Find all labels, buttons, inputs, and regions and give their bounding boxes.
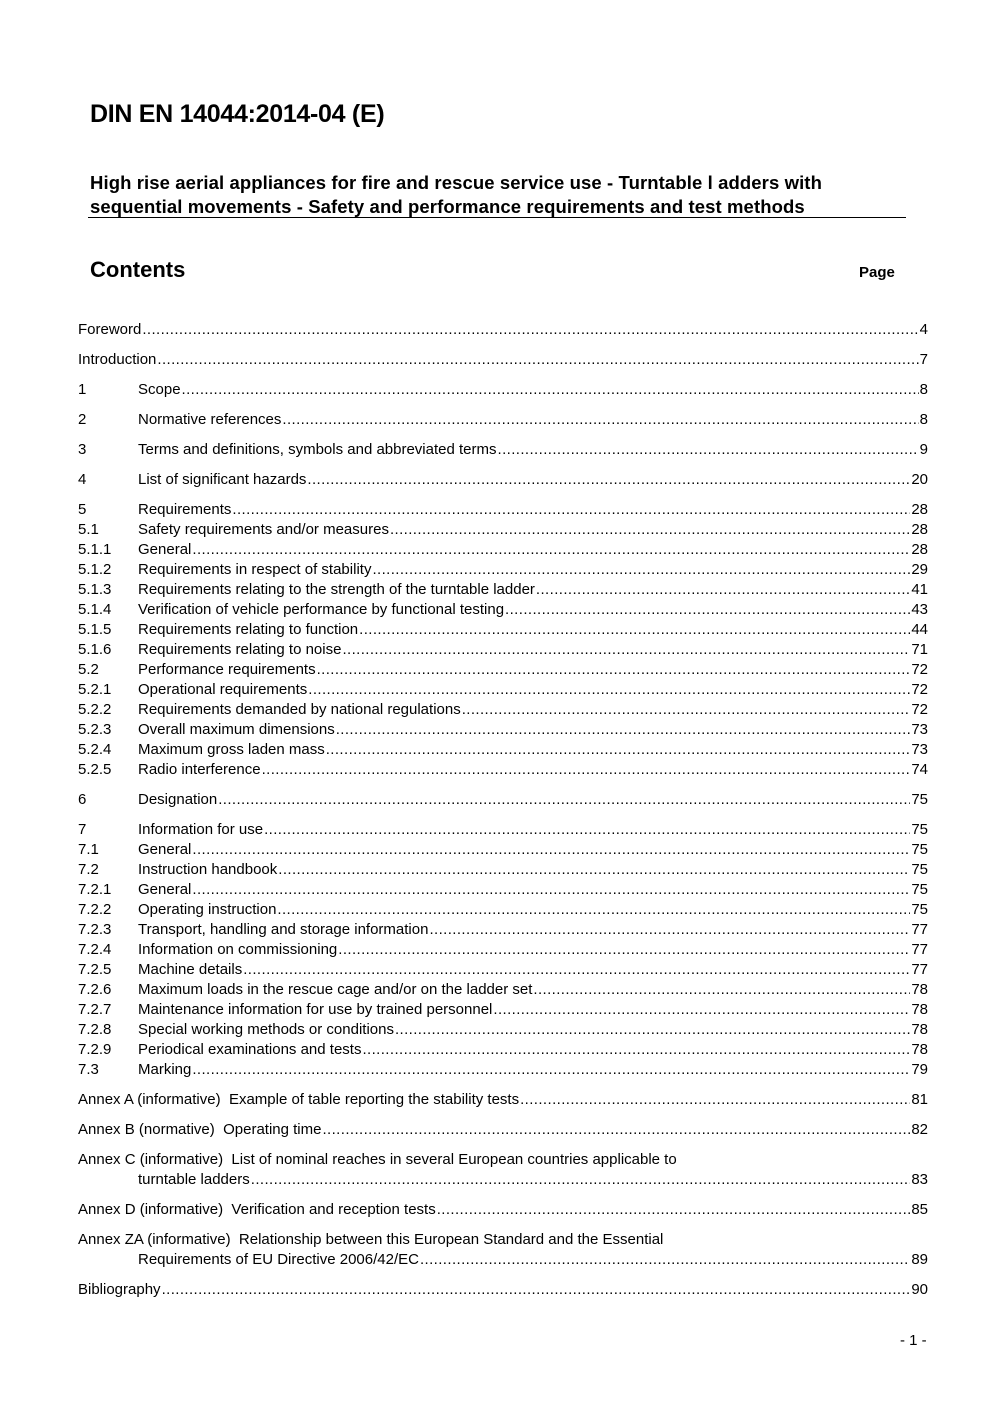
toc-entry-bibliography[interactable] bbox=[78, 1280, 928, 1300]
toc-entry-page: 83 bbox=[911, 1171, 928, 1188]
toc-entry-title: General bbox=[138, 881, 192, 898]
toc-entry-annex[interactable] bbox=[78, 1200, 928, 1220]
toc-entry-section[interactable] bbox=[78, 700, 928, 720]
toc-entry-number: 5.1.4 bbox=[78, 601, 112, 618]
toc-leader bbox=[420, 1250, 910, 1270]
toc-leader bbox=[372, 560, 910, 580]
toc-entry-page: 90 bbox=[911, 1281, 928, 1298]
toc-entry-number: 5 bbox=[78, 501, 87, 518]
toc-leader bbox=[262, 760, 911, 780]
toc-entry-page: 89 bbox=[911, 1251, 928, 1268]
toc-entry-page: 28 bbox=[911, 541, 928, 558]
toc-entry-title: Safety requirements and/or measures bbox=[138, 521, 389, 538]
toc-entry-title: Operating instruction bbox=[138, 901, 277, 918]
title-underline bbox=[88, 217, 906, 218]
toc-entry-title: Special working methods or conditions bbox=[138, 1021, 394, 1038]
toc-leader bbox=[520, 1090, 910, 1110]
toc-entry-title: Maintenance information for use by trained personnel bbox=[138, 1001, 493, 1018]
toc-entry-title: Normative references bbox=[138, 411, 282, 428]
toc-entry-page: 7 bbox=[919, 351, 928, 368]
annex-line-1 bbox=[78, 1230, 928, 1250]
toc-entry-title: Operating time bbox=[223, 1121, 322, 1138]
toc-entry-page: 43 bbox=[911, 601, 928, 618]
toc-entry-title: Performance requirements bbox=[138, 661, 316, 678]
toc-entry-section[interactable] bbox=[78, 740, 928, 760]
toc-entry-section[interactable] bbox=[78, 840, 928, 860]
toc-entry-section[interactable] bbox=[78, 620, 928, 640]
toc-entry-title: Marking bbox=[138, 1061, 192, 1078]
toc-entry-page: 41 bbox=[911, 581, 928, 598]
toc-leader bbox=[308, 680, 910, 700]
toc-leader bbox=[429, 920, 910, 940]
toc-entry-page: 28 bbox=[911, 521, 928, 538]
toc-entry-title: General bbox=[138, 541, 192, 558]
annex-kind: (normative) bbox=[138, 1121, 215, 1138]
annex-line-2 bbox=[78, 1170, 928, 1190]
toc-entry-page: 72 bbox=[911, 701, 928, 718]
toc-entry-page: 8 bbox=[919, 411, 928, 428]
toc-leader bbox=[326, 740, 911, 760]
toc-entry-number: 5.1.3 bbox=[78, 581, 112, 598]
toc-leader bbox=[505, 600, 910, 620]
toc-leader bbox=[336, 720, 911, 740]
toc-leader bbox=[536, 580, 910, 600]
annex-heading bbox=[78, 1120, 321, 1140]
toc-entry-page: 8 bbox=[919, 381, 928, 398]
toc-entry-number: 5.1.5 bbox=[78, 621, 112, 638]
annex-kind: (informative) bbox=[147, 1231, 231, 1248]
toc-entry-page: 72 bbox=[911, 681, 928, 698]
annex-heading bbox=[78, 1200, 436, 1220]
toc-leader bbox=[533, 980, 910, 1000]
toc-entry-title: General bbox=[138, 841, 192, 858]
toc-entry-section[interactable] bbox=[78, 640, 928, 660]
toc-leader bbox=[192, 880, 910, 900]
toc-leader bbox=[282, 410, 918, 430]
toc-entry-page: 78 bbox=[911, 981, 928, 998]
toc-leader bbox=[362, 1040, 910, 1060]
toc-entry-section[interactable] bbox=[78, 1040, 928, 1060]
toc-entry-title: Verification of vehicle performance by functional testing bbox=[138, 601, 505, 618]
toc-entry-page: 9 bbox=[919, 441, 928, 458]
document-title bbox=[90, 171, 900, 219]
toc-entry-section[interactable] bbox=[78, 1020, 928, 1040]
toc-entry-page: 82 bbox=[911, 1121, 928, 1138]
toc-entry-number: 7.2.2 bbox=[78, 901, 112, 918]
toc-entry-page: 44 bbox=[911, 621, 928, 638]
toc-leader bbox=[338, 940, 910, 960]
toc-leader bbox=[277, 900, 910, 920]
toc-entry-section[interactable] bbox=[78, 580, 928, 600]
toc-leader bbox=[162, 1280, 911, 1300]
toc-entry-title: Requirements demanded by national regulations bbox=[138, 701, 461, 718]
toc-entry-section[interactable] bbox=[78, 520, 928, 540]
toc-leader bbox=[218, 790, 910, 810]
toc-entry-title: Designation bbox=[138, 791, 218, 808]
toc-entry-number: 5.2.3 bbox=[78, 721, 112, 738]
toc-leader bbox=[342, 640, 910, 660]
annex-kind: (informative) bbox=[139, 1151, 224, 1168]
toc-entry-title: Information on commissioning bbox=[138, 941, 338, 958]
annex-kind: (informative) bbox=[137, 1091, 221, 1108]
document-title-line-2: sequential movements - Safety and performance requirements and test methods bbox=[90, 196, 805, 217]
toc-entry-number: 5.2.5 bbox=[78, 761, 112, 778]
toc-entry-title: Operational requirements bbox=[138, 681, 308, 698]
toc-entry-number: 6 bbox=[78, 791, 87, 808]
toc-leader bbox=[243, 960, 910, 980]
toc-entry-section[interactable] bbox=[78, 920, 928, 940]
toc-entry-number: 7.2 bbox=[78, 861, 99, 878]
toc-entry-title: Introduction bbox=[78, 351, 157, 368]
toc-entry-title: Example of table reporting the stability tests bbox=[228, 1091, 520, 1108]
toc-entry-number: 7.2.7 bbox=[78, 1001, 112, 1018]
annex-label: Annex A bbox=[78, 1091, 134, 1108]
toc-entry-title: Scope bbox=[138, 381, 181, 398]
toc-leader bbox=[192, 540, 910, 560]
toc-leader bbox=[390, 520, 910, 540]
toc-entry-section[interactable] bbox=[78, 410, 928, 430]
toc-entry-section[interactable] bbox=[78, 600, 928, 620]
toc-leader bbox=[395, 1020, 910, 1040]
toc-entry-number: 4 bbox=[78, 471, 87, 488]
toc-entry-title: Overall maximum dimensions bbox=[138, 721, 335, 738]
toc-entry-title: Radio interference bbox=[138, 761, 261, 778]
toc-entry-foreword[interactable] bbox=[78, 320, 928, 340]
toc-entry-section[interactable] bbox=[78, 1060, 928, 1080]
toc-entry-title: Verification and reception tests bbox=[231, 1201, 436, 1218]
toc-entry-section[interactable] bbox=[78, 500, 928, 520]
toc-entry-section[interactable] bbox=[78, 560, 928, 580]
toc-entry-title: Bibliography bbox=[78, 1281, 161, 1298]
annex-line-2 bbox=[78, 1250, 928, 1270]
toc-leader bbox=[264, 820, 910, 840]
toc-entry-title: Periodical examinations and tests bbox=[138, 1041, 362, 1058]
toc-entry-page: 75 bbox=[911, 901, 928, 918]
toc-entry-title: Requirements in respect of stability bbox=[138, 561, 372, 578]
toc-entry-title: Requirements relating to the strength of the turntable ladder bbox=[138, 581, 535, 598]
toc-entry-page: 77 bbox=[911, 961, 928, 978]
toc-entry-number: 7.2.9 bbox=[78, 1041, 112, 1058]
toc-entry-page: 20 bbox=[911, 471, 928, 488]
annex-label: Annex ZA bbox=[78, 1231, 144, 1248]
toc-entry-title: Terms and definitions, symbols and abbreviated terms bbox=[138, 441, 497, 458]
toc-entry-page: 28 bbox=[911, 501, 928, 518]
toc-entry-page: 75 bbox=[911, 861, 928, 878]
toc-entry-annex[interactable] bbox=[78, 1120, 928, 1140]
toc-entry-page: 75 bbox=[911, 821, 928, 838]
toc-leader bbox=[437, 1200, 911, 1220]
toc-entry-number: 7 bbox=[78, 821, 87, 838]
contents-heading: Contents bbox=[90, 257, 186, 282]
toc-entry-page: 4 bbox=[919, 321, 928, 338]
toc-entry-annex[interactable] bbox=[78, 1230, 928, 1270]
toc-entry-section[interactable] bbox=[78, 540, 928, 560]
toc-entry-title: List of nominal reaches in several European countries applicable to bbox=[231, 1151, 677, 1168]
toc-entry-annex[interactable] bbox=[78, 1150, 928, 1190]
toc-entry-number: 5.2.1 bbox=[78, 681, 112, 698]
toc-entry-title: Requirements relating to function bbox=[138, 621, 359, 638]
toc-entry-page: 75 bbox=[911, 881, 928, 898]
toc-entry-page: 78 bbox=[911, 1041, 928, 1058]
toc-leader bbox=[192, 1060, 910, 1080]
toc-entry-page: 79 bbox=[911, 1061, 928, 1078]
toc-leader bbox=[142, 320, 918, 340]
toc-entry-title: Machine details bbox=[138, 961, 243, 978]
annex-heading bbox=[78, 1090, 519, 1110]
toc-entry-title: Relationship between this European Standard and the Essential bbox=[238, 1231, 664, 1248]
page-number: - 1 - bbox=[900, 1332, 927, 1349]
toc-entry-section[interactable] bbox=[78, 660, 928, 680]
toc-entry-number: 5.2 bbox=[78, 661, 99, 678]
toc-entry-page: 74 bbox=[911, 761, 928, 778]
toc-entry-title: Instruction handbook bbox=[138, 861, 278, 878]
toc-entry-section[interactable] bbox=[78, 960, 928, 980]
toc-leader bbox=[157, 350, 918, 370]
toc-entry-number: 7.2.4 bbox=[78, 941, 112, 958]
document-title-line-1: High rise aerial appliances for fire and rescue service use - Turntable l adders with bbox=[90, 172, 822, 193]
toc-entry-page: 75 bbox=[911, 791, 928, 808]
toc-entry-title: Information for use bbox=[138, 821, 264, 838]
toc-entry-number: 5.2.4 bbox=[78, 741, 112, 758]
toc-leader bbox=[462, 700, 911, 720]
toc-entry-number: 5.1.6 bbox=[78, 641, 112, 658]
toc-entry-number: 7.2.3 bbox=[78, 921, 112, 938]
toc-leader bbox=[182, 380, 919, 400]
toc-entry-title-continued: turntable ladders bbox=[138, 1171, 250, 1188]
toc-entry-page: 73 bbox=[911, 721, 928, 738]
toc-entry-page: 77 bbox=[911, 941, 928, 958]
toc-entry-number: 2 bbox=[78, 411, 87, 428]
toc-entry-page: 73 bbox=[911, 741, 928, 758]
toc-entry-annex[interactable] bbox=[78, 1090, 928, 1110]
toc-entry-section[interactable] bbox=[78, 790, 928, 810]
toc-entry-number: 7.2.6 bbox=[78, 981, 112, 998]
toc-entry-number: 5.1 bbox=[78, 521, 99, 538]
toc-entry-number: 7.2.5 bbox=[78, 961, 112, 978]
toc-entry-introduction[interactable] bbox=[78, 350, 928, 370]
toc-entry-page: 75 bbox=[911, 841, 928, 858]
toc-entry-title-continued: Requirements of EU Directive 2006/42/EC bbox=[138, 1251, 419, 1268]
toc-leader bbox=[498, 440, 919, 460]
toc-entry-title: Transport, handling and storage information bbox=[138, 921, 429, 938]
toc-entry-number: 7.2.1 bbox=[78, 881, 112, 898]
toc-entry-number: 7.1 bbox=[78, 841, 99, 858]
toc-entry-title: Requirements relating to noise bbox=[138, 641, 342, 658]
toc-entry-section[interactable] bbox=[78, 880, 928, 900]
toc-entry-page: 81 bbox=[911, 1091, 928, 1108]
toc-entry-number: 7.3 bbox=[78, 1061, 99, 1078]
toc-leader bbox=[232, 500, 910, 520]
toc-entry-number: 3 bbox=[78, 441, 87, 458]
toc-leader bbox=[307, 470, 910, 490]
toc-entry-section[interactable] bbox=[78, 380, 928, 400]
toc-entry-page: 72 bbox=[911, 661, 928, 678]
toc-entry-title: Requirements bbox=[138, 501, 232, 518]
toc-leader bbox=[251, 1170, 911, 1190]
toc-entry-section[interactable] bbox=[78, 760, 928, 780]
toc-leader bbox=[322, 1120, 910, 1140]
toc-entry-section[interactable] bbox=[78, 470, 928, 490]
toc-entry-title: List of significant hazards bbox=[138, 471, 307, 488]
toc-entry-number: 1 bbox=[78, 381, 87, 398]
toc-leader bbox=[317, 660, 911, 680]
toc-entry-section[interactable] bbox=[78, 440, 928, 460]
page-column-heading: Page bbox=[859, 264, 895, 281]
annex-label: Annex C bbox=[78, 1151, 136, 1168]
toc-entry-title: Foreword bbox=[78, 321, 142, 338]
toc-entry-section[interactable] bbox=[78, 720, 928, 740]
toc-entry-section[interactable] bbox=[78, 820, 928, 840]
toc-entry-page: 71 bbox=[911, 641, 928, 658]
toc-entry-page: 85 bbox=[911, 1201, 928, 1218]
toc-leader bbox=[278, 860, 910, 880]
annex-label: Annex B bbox=[78, 1121, 135, 1138]
toc-entry-number: 5.1.1 bbox=[78, 541, 112, 558]
annex-kind: (informative) bbox=[139, 1201, 224, 1218]
toc-entry-page: 29 bbox=[911, 561, 928, 578]
toc-entry-number: 5.2.2 bbox=[78, 701, 112, 718]
toc-entry-page: 78 bbox=[911, 1001, 928, 1018]
toc-leader bbox=[493, 1000, 910, 1020]
toc-entry-section[interactable] bbox=[78, 980, 928, 1000]
table-of-contents bbox=[78, 320, 928, 1300]
toc-entry-section[interactable] bbox=[78, 900, 928, 920]
annex-line-1 bbox=[78, 1150, 928, 1170]
toc-entry-section[interactable] bbox=[78, 680, 928, 700]
toc-leader bbox=[192, 840, 910, 860]
toc-entry-section[interactable] bbox=[78, 1000, 928, 1020]
toc-leader bbox=[359, 620, 910, 640]
toc-entry-title: Maximum gross laden mass bbox=[138, 741, 325, 758]
toc-entry-number: 7.2.8 bbox=[78, 1021, 112, 1038]
toc-entry-page: 78 bbox=[911, 1021, 928, 1038]
toc-entry-section[interactable] bbox=[78, 940, 928, 960]
toc-entry-number: 5.1.2 bbox=[78, 561, 112, 578]
toc-entry-title: Maximum loads in the rescue cage and/or on the ladder set bbox=[138, 981, 533, 998]
toc-entry-section[interactable] bbox=[78, 860, 928, 880]
document-id: DIN EN 14044:2014-04 (E) bbox=[90, 100, 385, 128]
toc-entry-page: 77 bbox=[911, 921, 928, 938]
annex-label: Annex D bbox=[78, 1201, 136, 1218]
